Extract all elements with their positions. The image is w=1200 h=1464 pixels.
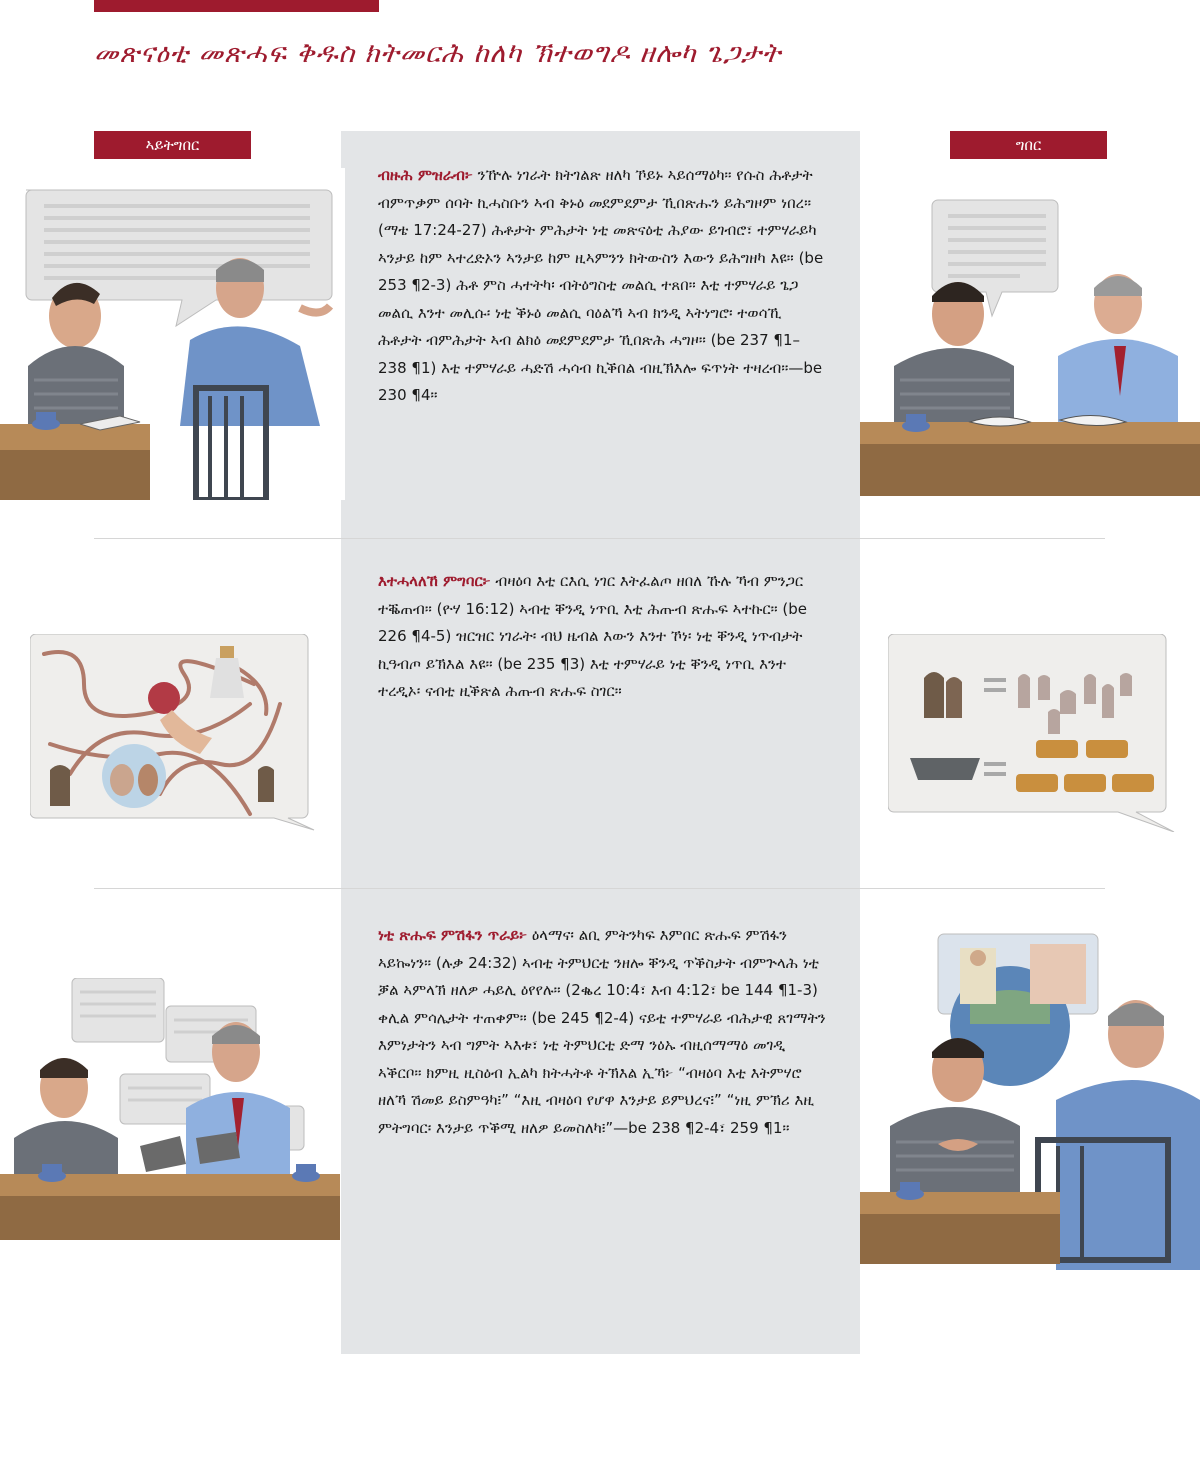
tip-block-overcomplicating bbox=[378, 568, 828, 706]
illustration-reaching-heart bbox=[860, 930, 1200, 1270]
illustration-complicated-bubble bbox=[30, 634, 315, 834]
illustration-covering-material bbox=[0, 978, 340, 1240]
tip-body: ዕላማና፡ ልቢ ምትንካፍ እምበር ጽሑፍ ምሽፋን ኣይኰነን። (ሉቃ 24:32) ኣብቲ ትምህርቲ ንዘሎ ቐንዲ ጥቕስታት ብምጕላሕ ነቲ ቓል ኣምላኽ ዘለዎ ሓይሊ ዕየየሉ። (2ቈረ 10:4፣ እብ 4:12፣ be 144 ¶1-3) ቀሊል ምሳሌታት ተጠቀም። (be 245 ¶2-4) ናይቲ ተምሃራይ ብሕታዊ ጸገማትን እምነታትን ኣብ ግምት ኣእቱ፣ ነቲ ትምህርቲ ድማ ንዕኡ ብዚሰማማዕ መገዲ ኣቕርቦ። ክምዚ ዚስዕብ ኢልካ ክትሓትቶ ትኽእል ኢኻ፦ “ብዛዕባ እቲ እትምሃሮ ዘለኻ ሽመይ ይስምዓካ፧” “እዚ ብዛዕባ የሆዋ እንታይ ይምህረና፧” “ነዚ ምኽሪ እዚ ምትግባር፡ እንታይ ጥቕሚ ዘለዎ ይመስለካ፧”—be 238 ¶2-4፣ 259 ¶1። bbox=[378, 926, 826, 1137]
tip-heading: ብዙሕ ምዝራብ፦ bbox=[378, 166, 473, 184]
tip-body: ብዛዕባ እቲ ርእሲ ነገር እትፈልጦ ዘበለ ኹሉ ኻብ ምንጋር ተቘጠብ። (ዮሃ 16:12) ኣብቲ ቐንዲ ነጥቢ እቲ ሕጡብ ጽሑፍ ኣተኩር። (be 226 ¶4-5) ዝርዝር ነገራት፡ ብህ ዜብል እውን እንተ ኾነ፡ ነቲ ቐንዲ ነጥብታት ኪዓብጦ ይኽእል እዩ። (be 235 ¶3) እቲ ተምሃራይ ነቲ ቐንዲ ነጥቢ እንተ ተረዲኦ፡ ናብቲ ዚቕጽል ሕጡብ ጽሑፍ ስገር። bbox=[378, 572, 808, 700]
tip-body: ንዅሉ ነገራት ክትገልጽ ዘለካ ኾይኑ ኣይሰማዕካ። የሱስ ሕቶታት ብምጥቃም ሰባት ኪሓስቡን ኣብ ቅኑዕ መደምደምታ ኺበጽሑን ይሕግዞም ነበረ። (ማቴ 17:24-27) ሕቶታት ምሕታት ነቲ መጽናዕቲ ሕያው ይገብሮ፣ ተምሃራይካ ኣንታይ ከም ኣተረድኦን ኣንታይ ከም ዚኣምንን ክትውስን እውን ይሕግዘካ እዩ። (be 253 ¶2-3) ሕቶ ምስ ሓተትካ፡ ብትዕግስቲ መልሲ ተጸበ። እቲ ተምሃራይ ጌጋ መልሲ እንተ መሊሱ፡ ነቲ ቕኑዕ መልሲ ባዕልኻ ኣብ ክንዲ ኣትነግሮ፡ ተወሳኺ ሕቶታት ብምሕታት ኣብ ልክዕ መደምደምታ ኺበጽሕ ሓግዞ። (be 237 ¶1–238 ¶1) እቲ ተምሃራይ ሓድሽ ሓሳብ ኪቕበል ብዚኽእሎ ፍጥነት ተዛረብ።—be 230 ¶4። bbox=[378, 166, 824, 404]
section-divider bbox=[94, 538, 1105, 539]
tip-block-talking-too-much bbox=[378, 162, 828, 410]
illustration-simple-bubble bbox=[888, 634, 1176, 832]
illustration-teacher-lecturing bbox=[0, 168, 345, 500]
dont-label: ኣይትግበር bbox=[94, 131, 251, 159]
section-divider bbox=[94, 888, 1105, 889]
do-label: ግበር bbox=[950, 131, 1107, 159]
tip-block-covering-material bbox=[378, 922, 828, 1142]
page-title: መጽናዕቲ መጽሓፍ ቅዱስ ክትመርሕ ከለካ ኽተወግዶ ዘሎካ ጌጋታት bbox=[94, 38, 782, 69]
tip-heading: እተሓላለኸ ምግባር፦ bbox=[378, 572, 491, 590]
illustration-teacher-asking bbox=[860, 196, 1200, 496]
top-accent-bar bbox=[94, 0, 379, 12]
tip-heading: ነቲ ጽሑፍ ምሽፋን ጥራይ፦ bbox=[378, 926, 528, 944]
